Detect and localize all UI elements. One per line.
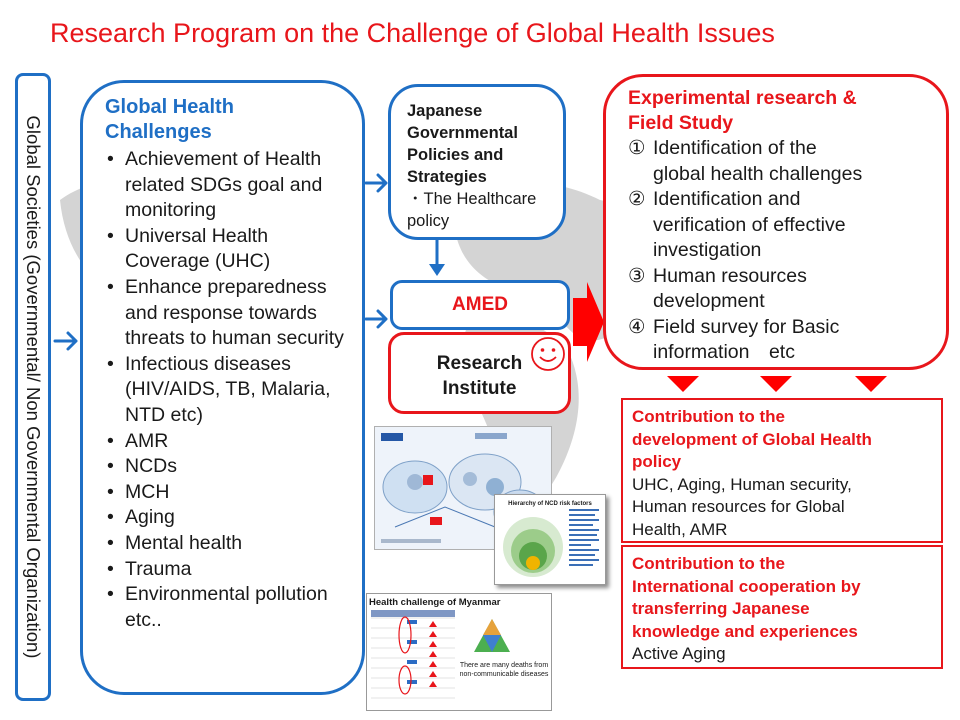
contribution-policy-text-line: Health, AMR	[632, 519, 728, 539]
page-title: Research Program on the Challenge of Global Health Issues	[50, 18, 775, 48]
policies-title-line2: Governmental	[407, 124, 518, 142]
challenge-item: • Infectious diseases (HIV/AIDS, TB, Malaria, NTD etc)	[105, 352, 354, 429]
contribution-cooperation-title	[632, 553, 933, 643]
policies-item-line2: policy	[407, 212, 450, 230]
ncd-hierarchy-thumbnail	[494, 494, 606, 585]
experiment-item	[628, 315, 938, 366]
experiment-item-line: investigation	[653, 239, 762, 261]
policies-title-line4: Strategies	[407, 168, 487, 186]
contribution-cooperation-title-line: knowledge and experiences	[632, 621, 858, 641]
experiment-item-line: development	[653, 290, 765, 312]
arrow-policies-to-amed-head	[429, 264, 445, 276]
challenge-item: • Universal Health Coverage (UHC)	[105, 224, 354, 275]
global-societies-label: Global Societies (Governmental/ Non Governmental Organization)	[23, 115, 44, 659]
challenge-item: • Aging	[105, 505, 354, 531]
challenge-item: • Mental health	[105, 531, 354, 557]
challenge-item: • Enhance preparedness and response towards threats to human security	[105, 275, 354, 352]
experiment-item-number: ③	[628, 264, 646, 287]
global-health-challenges-box	[80, 80, 365, 695]
amed-box: AMED	[390, 280, 570, 330]
experiment-title-line2: Field Study	[628, 112, 734, 134]
arrow-sidebar-to-challenges	[55, 333, 76, 349]
japanese-policies-box	[388, 84, 566, 240]
down-arrow-3	[855, 376, 887, 392]
big-red-arrow	[573, 282, 604, 362]
experiment-item-number: ④	[628, 315, 646, 338]
challenge-item: • Environmental pollution etc..	[105, 582, 354, 633]
myanmar-table-graphic	[367, 594, 551, 710]
experimental-research-box	[603, 74, 949, 370]
contribution-policy-title	[632, 406, 933, 474]
challenge-item: • AMR	[105, 429, 354, 455]
contribution-policy-text-line: Human resources for Global	[632, 497, 845, 517]
contribution-policy-title-line: policy	[632, 452, 682, 472]
challenges-list	[105, 147, 354, 633]
contribution-policy-text	[632, 474, 933, 542]
smiley-icon	[530, 336, 566, 372]
contribution-cooperation-box	[621, 545, 943, 669]
experiment-item	[628, 264, 938, 315]
challenges-title-line2: Challenges	[105, 121, 212, 143]
contribution-policy-title-line: Contribution to the	[632, 407, 785, 426]
challenges-title-line1: Global Health	[105, 96, 234, 118]
experiment-item-line: information etc	[653, 341, 795, 363]
experiment-title-line1: Experimental research &	[628, 87, 857, 109]
arrow-challenges-to-amed	[366, 311, 386, 327]
challenges-title	[105, 95, 354, 145]
challenge-item: • Trauma	[105, 557, 354, 583]
contribution-cooperation-title-line: International cooperation by	[632, 576, 861, 596]
experiment-item	[628, 136, 938, 187]
experiment-title	[628, 86, 938, 136]
down-arrow-1	[667, 376, 699, 392]
experiment-item-line: global health challenges	[653, 162, 863, 185]
policies-title	[407, 100, 553, 188]
contribution-cooperation-text: Active Aging	[632, 644, 726, 664]
policies-item	[407, 188, 553, 232]
policies-title-line3: Policies and	[407, 146, 504, 164]
experiment-item-number: ②	[628, 188, 646, 210]
experiment-item-line: Human resources	[653, 264, 807, 287]
contribution-cooperation-title-line: transferring Japanese	[632, 599, 810, 619]
contribution-policy-title-line: development of Global Health	[632, 429, 872, 449]
experiment-item	[628, 187, 938, 264]
ncd-hierarchy-graphic	[495, 495, 605, 584]
myanmar-health-thumbnail	[366, 593, 552, 711]
arrow-challenges-to-policies	[366, 175, 386, 191]
experiment-item-line: Field survey for Basic	[653, 315, 840, 338]
experiment-item-line: Identification of the	[653, 137, 817, 159]
down-arrow-2	[760, 376, 792, 392]
institute-line1: Research	[436, 353, 523, 374]
challenge-item: • Achievement of Health related SDGs goal and monitoring	[105, 147, 354, 224]
experiment-item-line: Identification and	[653, 188, 801, 210]
challenge-item: • MCH	[105, 480, 354, 506]
global-societies-box	[15, 73, 51, 701]
experiment-item-line: verification of effective	[653, 213, 846, 236]
contribution-cooperation-title-line: Contribution to the	[632, 554, 785, 573]
challenge-item: • NCDs	[105, 454, 354, 480]
contribution-policy-box	[621, 398, 943, 543]
policies-title-line1: Japanese	[407, 102, 483, 120]
policies-item-line1: ・The Healthcare	[407, 190, 537, 208]
myanmar-thumbnail-title: Health challenge of Myanmar	[369, 597, 501, 608]
myanmar-thumbnail-note: There are many deaths from non-communicable diseases	[459, 662, 549, 678]
ncd-thumbnail-title: Hierarchy of NCD risk factors	[508, 501, 592, 507]
experiment-item-number: ①	[628, 137, 646, 159]
contribution-policy-text-line: UHC, Aging, Human security,	[632, 474, 852, 494]
institute-line2: Institute	[442, 378, 517, 399]
